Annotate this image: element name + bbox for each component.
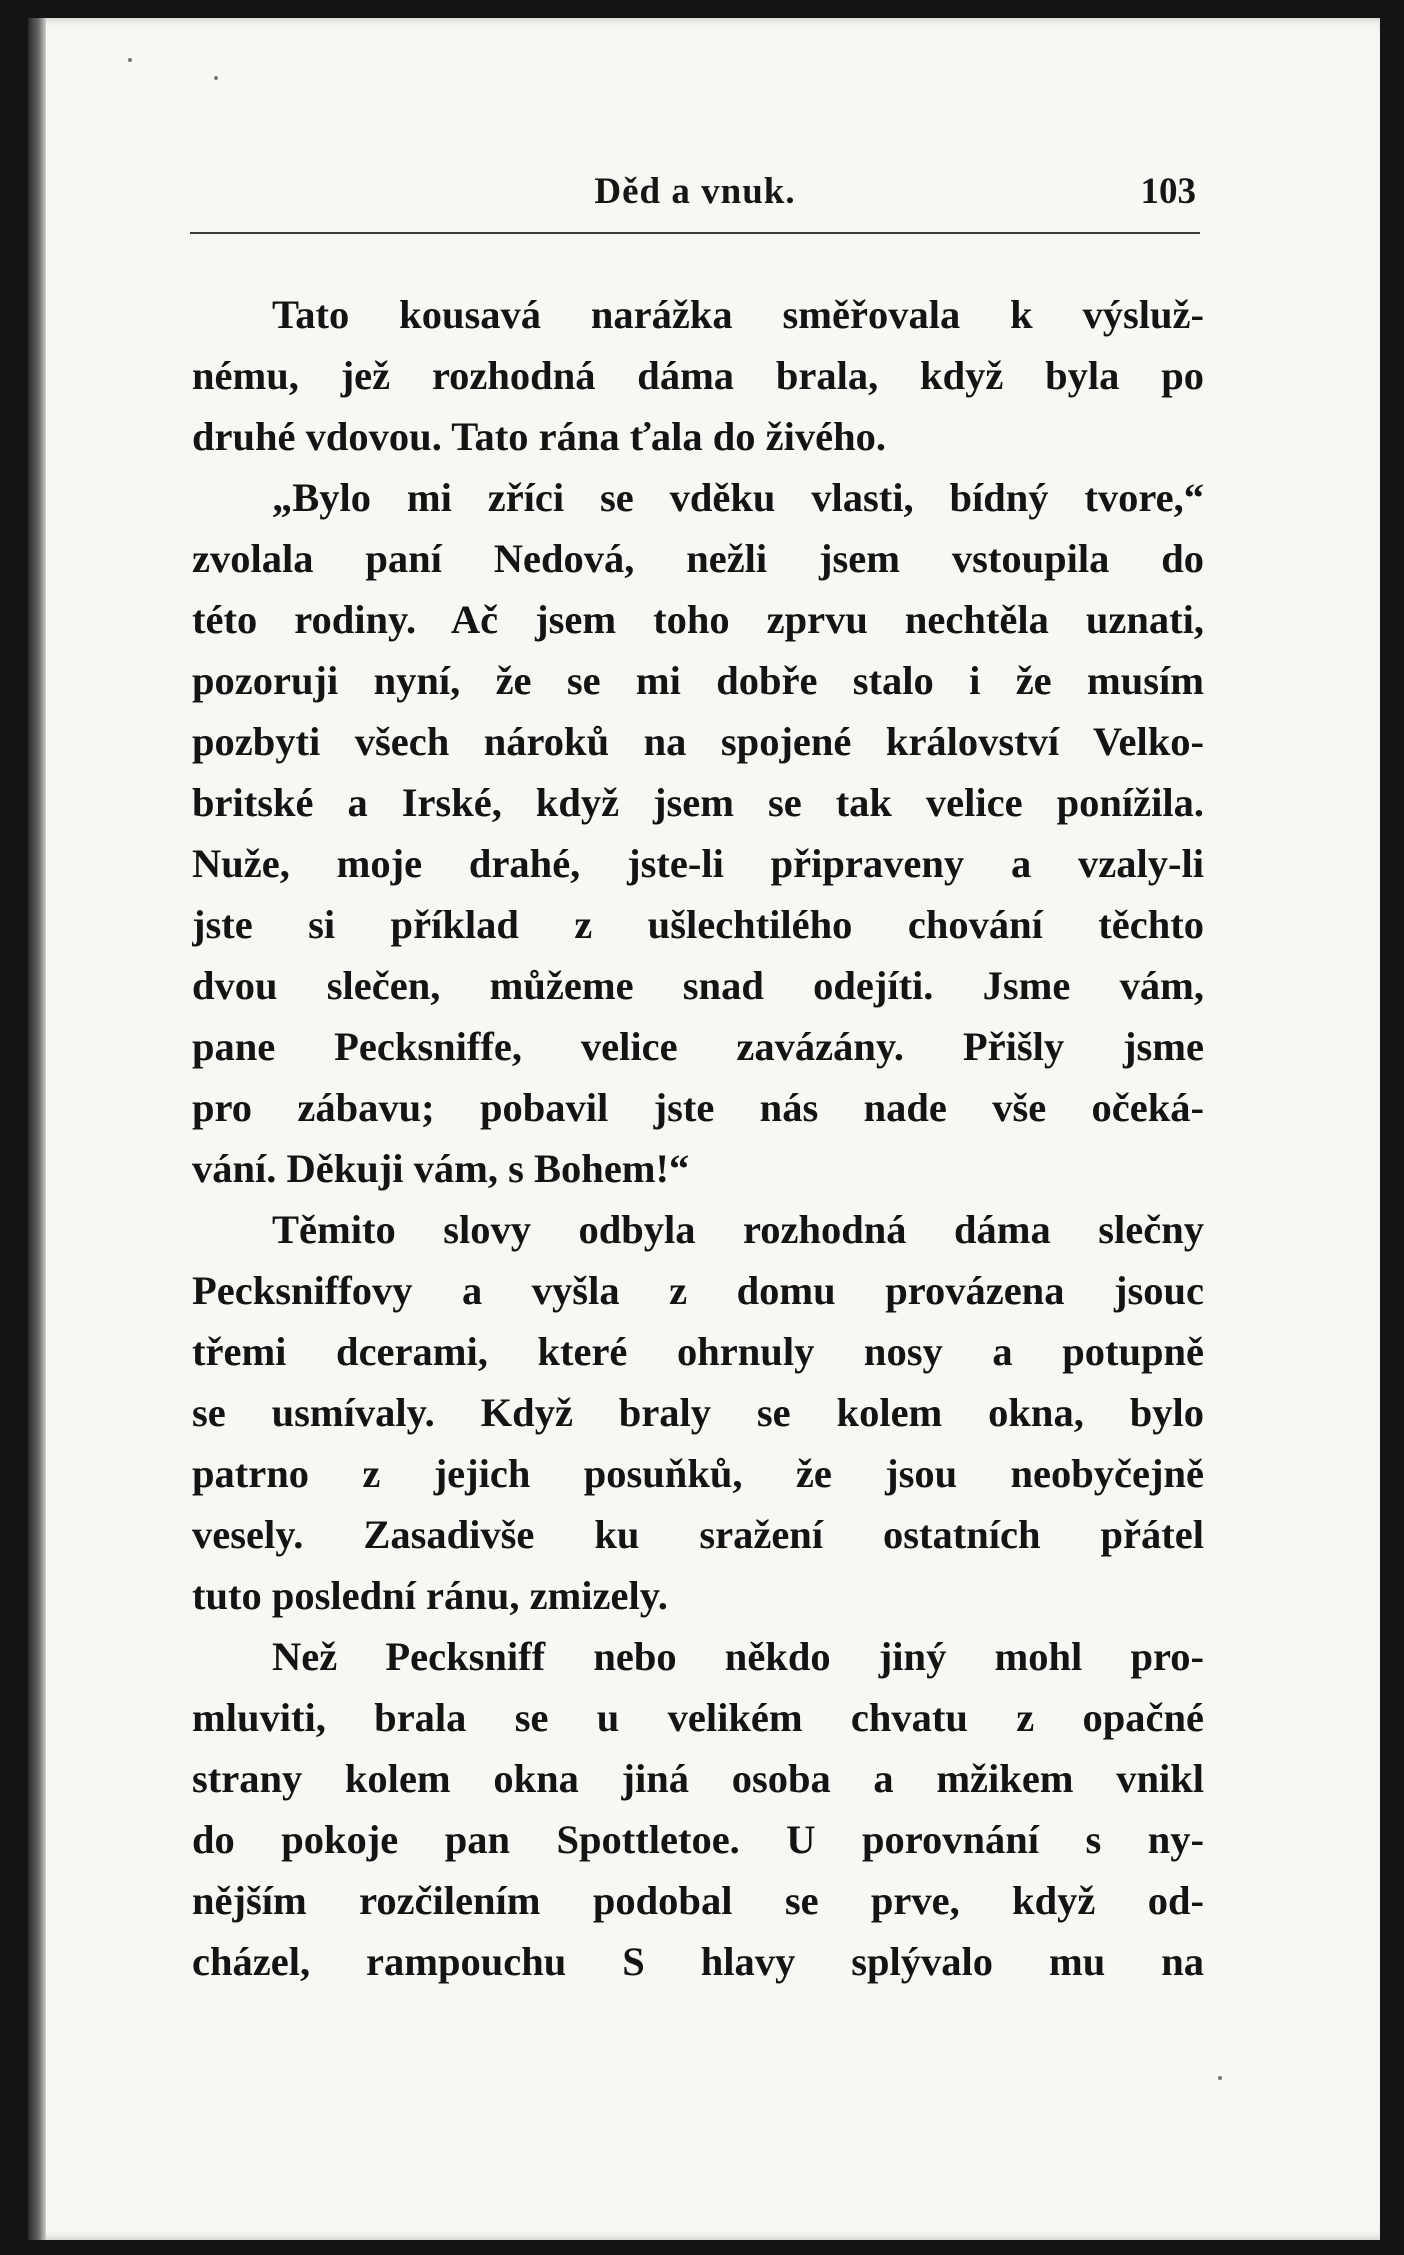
text-line: pozbyti všech nároků na spojené království Velko- (192, 719, 1204, 764)
text-line: Těmito slovy odbyla rozhodná dáma slečny (272, 1207, 1204, 1252)
page-number: 103 (1140, 171, 1196, 212)
text-line: nému, jež rozhodná dáma brala, když byla po (192, 353, 1204, 398)
text-line: britské a Irské, když jsem se tak velice ponížila. (192, 780, 1204, 825)
paper-speck (128, 58, 132, 62)
text-line: „Bylo mi zříci se vděku vlasti, bídný tvore,“ (272, 475, 1204, 520)
text-line: zvolala paní Nedová, nežli jsem vstoupila do (192, 536, 1204, 581)
text-line: třemi dcerami, které ohrnuly nosy a potupně (192, 1329, 1204, 1374)
text-line: pane Pecksniffe, velice zavázány. Přišly jsme (192, 1024, 1204, 1069)
paper-speck (1218, 2076, 1222, 2080)
body-text (192, 284, 1204, 1992)
text-line: jste si příklad z ušlechtilého chování těchto (192, 902, 1204, 947)
text-line: této rodiny. Ač jsem toho zprvu nechtěla uznati, (192, 597, 1204, 642)
text-line: Než Pecksniff nebo někdo jiný mohl pro- (272, 1634, 1204, 1679)
text-line: mluviti, brala se u velikém chvatu z opačné (192, 1695, 1204, 1740)
text-line: vání. Děkuji vám, s Bohem!“ (192, 1146, 690, 1191)
text-line: Tato kousavá narážka směřovala k výsluž- (272, 292, 1204, 337)
text-line: tuto poslední ránu, zmizely. (192, 1573, 668, 1618)
page-header (190, 160, 1200, 220)
text-line: Nuže, moje drahé, jste-li připraveny a vzaly-li (192, 841, 1204, 886)
header-rule (190, 232, 1200, 234)
text-line: nějším rozčilením podobal se prve, když od- (192, 1878, 1204, 1923)
text-line: strany kolem okna jiná osoba a mžikem vnikl (192, 1756, 1204, 1801)
text-line: pro zábavu; pobavil jste nás nade vše očeká- (192, 1085, 1204, 1130)
text-line: cházel, rampouchu S hlavy splývalo mu na (192, 1939, 1204, 1984)
running-title: Děd a vnuk. (594, 171, 796, 212)
text-line: vesely. Zasadivše ku sražení ostatních přátel (192, 1512, 1204, 1557)
paper-speck (214, 76, 218, 80)
text-line: se usmívaly. Když braly se kolem okna, bylo (192, 1390, 1204, 1435)
text-line: Pecksniffovy a vyšla z domu provázena jsouc (192, 1268, 1204, 1313)
text-line: druhé vdovou. Tato rána ťala do živého. (192, 414, 886, 459)
text-line: patrno z jejich posuňků, že jsou neobyčejně (192, 1451, 1204, 1496)
text-line: pozoruji nyní, že se mi dobře stalo i že musím (192, 658, 1204, 703)
text-line: dvou slečen, můžeme snad odejíti. Jsme vám, (192, 963, 1204, 1008)
page-spine-shadow (28, 18, 46, 2240)
text-line: do pokoje pan Spottletoe. U porovnání s ny- (192, 1817, 1204, 1862)
